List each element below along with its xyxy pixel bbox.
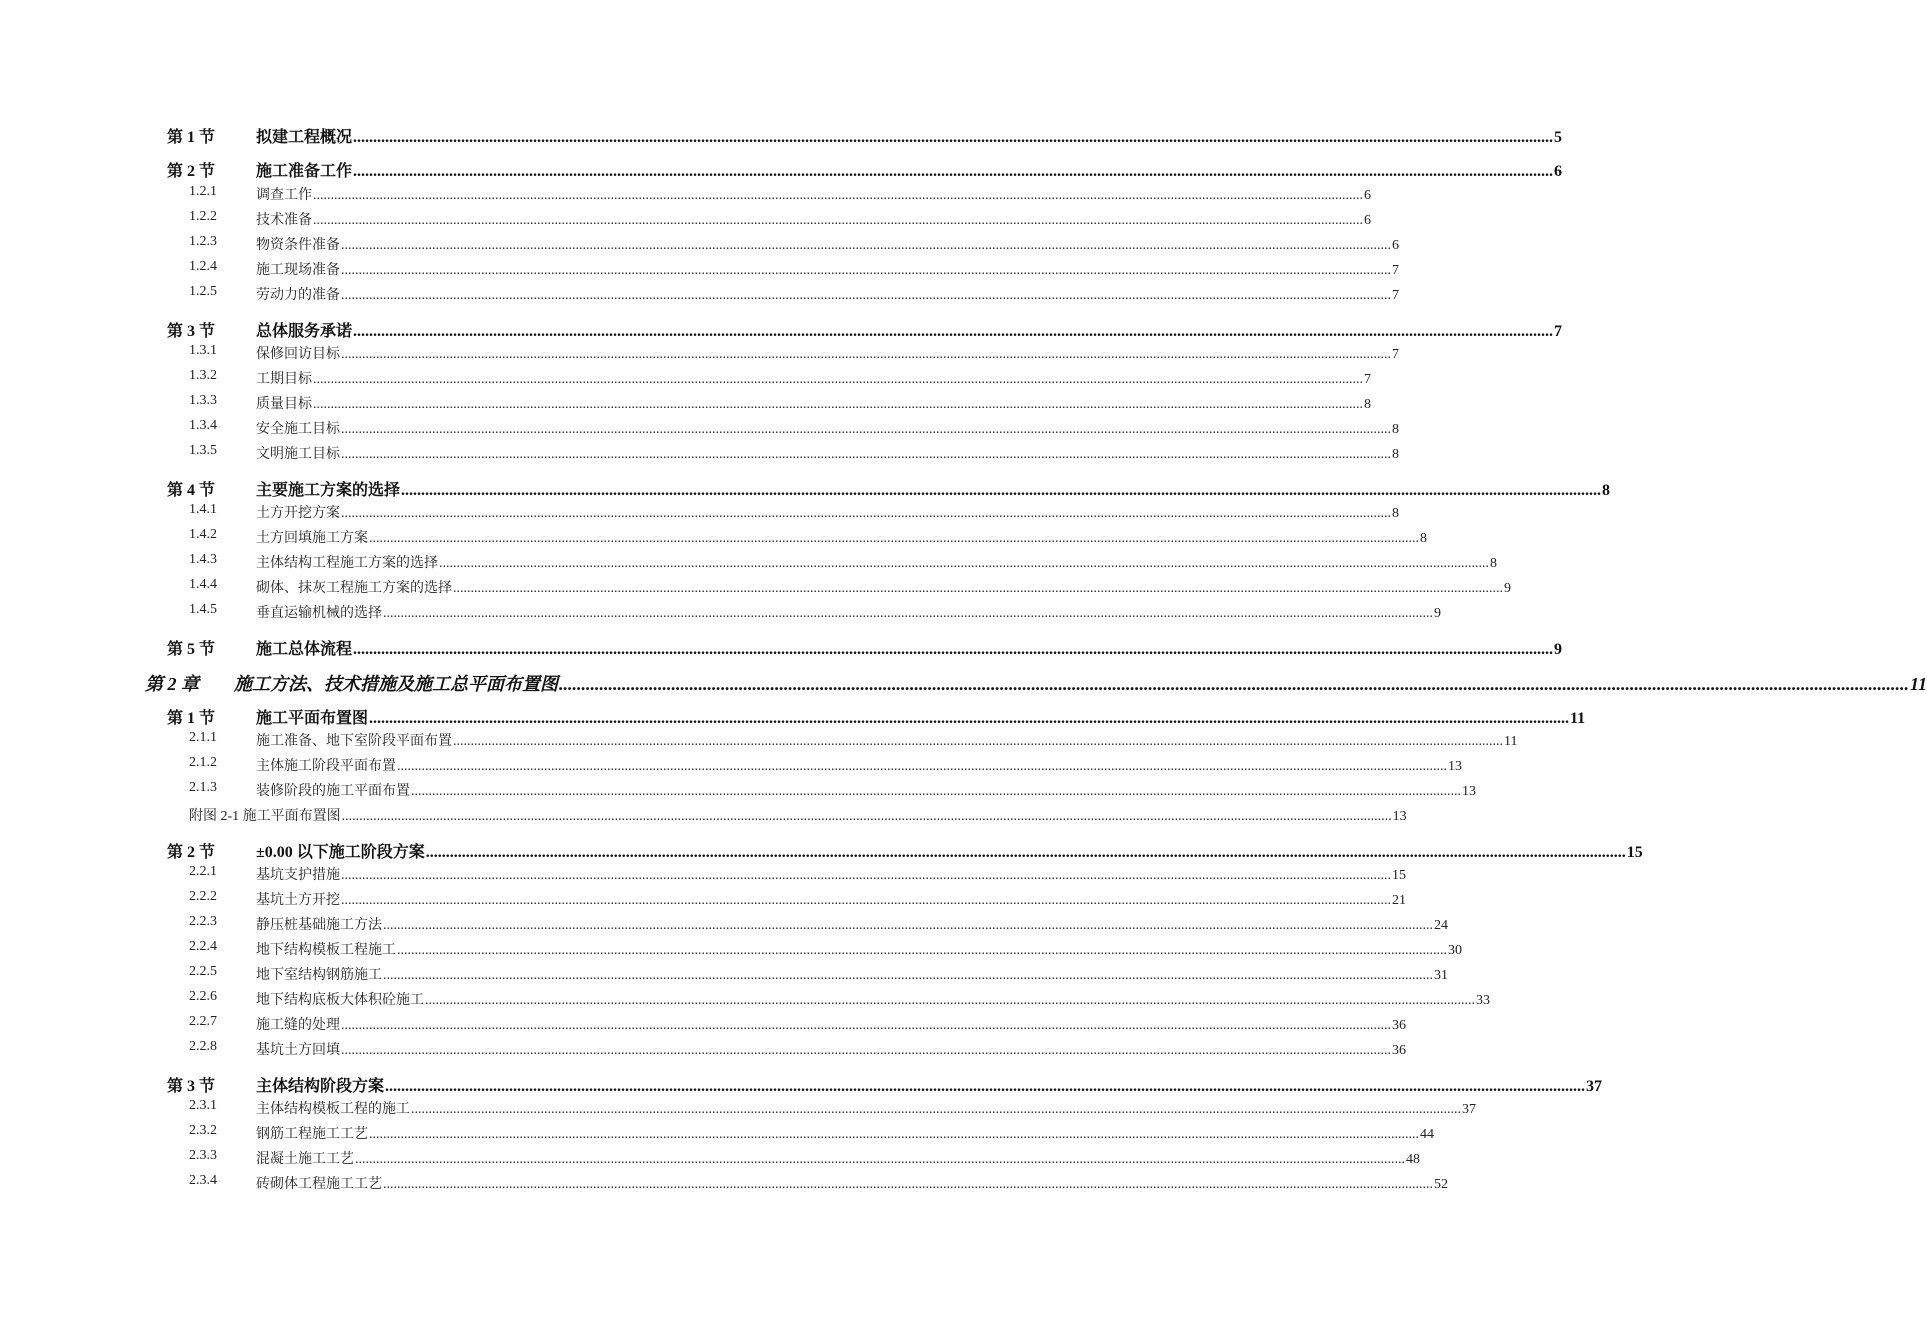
toc-entry-number: 第 2 节 [167,844,216,861]
toc-entry-page: 6 [1364,213,1371,228]
toc-entry-page: 8 [1392,506,1399,521]
toc-entry[interactable] [0,839,1643,863]
toc-entry[interactable] [0,964,1448,988]
dot-leader: ............................................................................................................................................................................................................................................................................................................ [341,868,1391,883]
toc-entry-page: 8 [1364,397,1371,412]
toc-entry-page: 36 [1392,1018,1406,1033]
toc-entry-title: 地下结构底板大体积砼施工 [256,993,424,1008]
dot-leader: ............................................................................................................................................................................................................................................................................................................ [341,1043,1391,1058]
toc-entry-number: 1.2.1 [189,184,217,199]
toc-entry[interactable] [0,864,1406,888]
dot-leader: ............................................................................................................................................................................................................................................................................................................ [383,1177,1433,1192]
dot-leader: ............................................................................................................................................................................................................................................................................................................ [439,556,1489,571]
toc-entry-title: 基坑土方开挖 [256,893,340,908]
toc-entry[interactable] [0,318,1563,342]
toc-entry-number: 第 3 节 [167,1078,216,1095]
toc-entry-title: 混凝土施工工艺 [256,1152,354,1167]
toc-entry-title: 保修回访目标 [256,347,340,362]
toc-entry-title: 静压桩基础施工方法 [256,918,382,933]
toc-entry[interactable] [0,1039,1406,1063]
toc-entry-page: 33 [1476,993,1490,1008]
toc-entry[interactable] [0,124,1563,148]
toc-entry-page: 52 [1434,1177,1448,1192]
toc-entry[interactable] [0,805,1407,829]
toc-entry-title: 技术准备 [256,213,312,228]
toc-entry-number: 2.3.2 [189,1123,217,1138]
toc-entry-title: 施工方法、技术措施及施工总平面布置图 [234,674,558,694]
toc-entry[interactable] [0,1073,1603,1097]
toc-entry-number: 1.3.5 [189,443,217,458]
toc-entry[interactable] [0,889,1406,913]
toc-entry-number: 2.3.1 [189,1098,217,1113]
toc-entry-number: 2.3.4 [189,1173,217,1188]
dot-leader: ............................................................................................................................................................................................................................................................................................................ [313,372,1363,387]
toc-entry-number: 1.4.4 [189,577,217,592]
toc-entry-title: 施工准备工作 [256,163,353,180]
toc-entry-page: 15 [1626,844,1643,861]
toc-entry-number: 2.1.1 [189,730,217,745]
toc-entry-page: 13 [1392,809,1407,824]
toc-entry-number: 第 1 节 [167,710,216,727]
toc-entry-number: 2.1.3 [189,780,217,795]
toc-entry-page: 5 [1554,129,1563,146]
dot-leader: ............................................................................................................................................................................................................................................................................................................ [355,1152,1405,1167]
toc-entry-title: 主体结构阶段方案 [256,1078,385,1095]
toc-entry-page: 11 [1504,734,1518,749]
toc-entry-number: 1.4.1 [189,502,217,517]
toc-entry-page: 24 [1434,918,1448,933]
toc-entry-number: 1.2.5 [189,284,217,299]
toc-entry[interactable] [0,284,1399,308]
toc-entry-page: 11 [1910,674,1927,694]
toc-entry-page: 8 [1392,447,1399,462]
toc-entry[interactable] [0,443,1399,467]
toc-entry-title: 装修阶段的施工平面布置 [256,784,410,799]
toc-entry-number: 1.4.2 [189,527,217,542]
toc-entry[interactable] [0,939,1462,963]
dot-leader: ............................................................................................................................................................................................................................................................................................................ [397,759,1447,774]
toc-entry-page: 7 [1392,263,1399,278]
toc-entry-title: 主体结构模板工程的施工 [256,1102,410,1117]
toc-entry-number: 1.3.4 [189,418,217,433]
toc-entry-page: 6 [1392,238,1399,253]
toc-entry[interactable] [0,1123,1434,1147]
toc-entry-page: 44 [1420,1127,1434,1142]
toc-entry-page: 15 [1392,868,1406,883]
toc-entry[interactable] [0,1014,1406,1038]
toc-entry-title: 施工准备、地下室阶段平面布置 [256,734,452,749]
toc-entry-number: 第 2 节 [167,163,216,180]
toc-entry[interactable] [0,502,1399,526]
toc-entry-page: 21 [1392,893,1406,908]
toc-entry[interactable] [0,1173,1448,1197]
toc-entry-title: 施工总体流程 [256,641,353,658]
dot-leader: ............................................................................................................................................................................................................................................................................................................ [353,163,1554,180]
toc-entry-page: 13 [1462,784,1476,799]
toc-entry-title: 拟建工程概况 [256,129,353,146]
toc-entry-title: 施工缝的处理 [256,1018,340,1033]
dot-leader: ............................................................................................................................................................................................................................................................................................................ [341,506,1391,521]
dot-leader: ............................................................................................................................................................................................................................................................................................................ [453,734,1503,749]
toc-entry-title: 主要施工方案的选择 [256,482,401,499]
toc-entry-page: 7 [1392,288,1399,303]
dot-leader: ............................................................................................................................................................................................................................................................................................................ [425,993,1475,1008]
toc-entry-page: 8 [1490,556,1497,571]
toc-entry-number: 1.2.4 [189,259,217,274]
dot-leader: ............................................................................................................................................................................................................................................................................................................ [353,641,1554,658]
toc-entry-page: 48 [1406,1152,1420,1167]
toc-entry-page: 13 [1448,759,1462,774]
toc-entry[interactable] [0,670,1927,694]
toc-entry[interactable] [0,636,1563,660]
toc-entry-title: 安全施工目标 [256,422,340,437]
toc-entry-page: 37 [1462,1102,1476,1117]
dot-leader: ............................................................................................................................................................................................................................................................................................................ [341,809,1392,824]
toc-entry[interactable] [0,1148,1420,1172]
toc-entry-page: 30 [1448,943,1462,958]
toc-entry-number: 2.2.6 [189,989,217,1004]
toc-entry-title: 基坑支护措施 [256,868,340,883]
toc-entry[interactable] [0,989,1490,1013]
toc-entry-title: 施工现场准备 [256,263,340,278]
toc-entry[interactable] [0,477,1611,501]
dot-leader: ............................................................................................................................................................................................................................................................................................................ [369,1127,1419,1142]
toc-entry[interactable] [0,1098,1476,1122]
toc-entry-number: 1.3.2 [189,368,217,383]
toc-entry-number: 第 2 章 [145,674,199,694]
toc-entry[interactable] [0,158,1563,182]
toc-entry-page: 9 [1434,606,1441,621]
toc-entry[interactable] [0,730,1518,754]
dot-leader: ............................................................................................................................................................................................................................................................................................................ [341,422,1391,437]
toc-entry-title: 土方开挖方案 [256,506,340,521]
toc-entry[interactable] [0,343,1399,367]
toc-entry[interactable] [0,914,1448,938]
toc-entry-number: 1.4.3 [189,552,217,567]
dot-leader: ............................................................................................................................................................................................................................................................................................................ [411,784,1461,799]
toc-entry[interactable] [0,705,1586,729]
dot-leader: ............................................................................................................................................................................................................................................................................................................ [341,447,1391,462]
toc-entry-title: 土方回填施工方案 [256,531,368,546]
toc-entry[interactable] [0,577,1511,601]
dot-leader: ............................................................................................................................................................................................................................................................................................................ [559,674,1909,694]
toc-entry-number: 2.2.3 [189,914,217,929]
toc-entry-title: 施工平面布置图 [256,710,369,727]
toc-entry-number: 第 3 节 [167,323,216,340]
toc-entry-title: 附图 2-1 施工平面布置图 [189,809,341,824]
toc-entry-number: 2.2.2 [189,889,217,904]
toc-entry[interactable] [0,209,1371,233]
dot-leader: ............................................................................................................................................................................................................................................................................................................ [453,581,1503,596]
dot-leader: ............................................................................................................................................................................................................................................................................................................ [341,263,1391,278]
toc-entry-title: 钢筋工程施工工艺 [256,1127,368,1142]
dot-leader: ............................................................................................................................................................................................................................................................................................................ [313,397,1363,412]
toc-entry[interactable] [0,552,1497,576]
toc-entry[interactable] [0,527,1427,551]
toc-entry-number: 1.3.3 [189,393,217,408]
toc-entry-title: 主体结构工程施工方案的选择 [256,556,438,571]
toc-entry-page: 8 [1392,422,1399,437]
toc-entry-page: 9 [1504,581,1511,596]
toc-entry-title: 质量目标 [256,397,312,412]
toc-entry-page: 9 [1554,641,1563,658]
dot-leader: ............................................................................................................................................................................................................................................................................................................ [341,288,1391,303]
dot-leader: ............................................................................................................................................................................................................................................................................................................ [397,943,1447,958]
toc-entry-page: 11 [1570,710,1586,727]
dot-leader: ............................................................................................................................................................................................................................................................................................................ [383,918,1433,933]
toc-entry-page: 6 [1364,188,1371,203]
dot-leader: ............................................................................................................................................................................................................................................................................................................ [341,1018,1391,1033]
toc-entry-page: 31 [1434,968,1448,983]
dot-leader: ............................................................................................................................................................................................................................................................................................................ [313,188,1363,203]
dot-leader: ............................................................................................................................................................................................................................................................................................................ [385,1078,1586,1095]
toc-entry-number: 1.2.3 [189,234,217,249]
toc-entry-number: 2.2.4 [189,939,217,954]
toc-entry-title: 主体施工阶段平面布置 [256,759,396,774]
toc-entry-number: 2.1.2 [189,755,217,770]
dot-leader: ............................................................................................................................................................................................................................................................................................................ [383,606,1433,621]
toc-entry-number: 2.2.8 [189,1039,217,1054]
dot-leader: ............................................................................................................................................................................................................................................................................................................ [353,129,1554,146]
toc-entry[interactable] [0,368,1371,392]
dot-leader: ............................................................................................................................................................................................................................................................................................................ [369,531,1419,546]
dot-leader: ............................................................................................................................................................................................................................................................................................................ [425,844,1626,861]
toc-entry-title: 砖砌体工程施工工艺 [256,1177,382,1192]
toc-entry-page: 7 [1364,372,1371,387]
dot-leader: ............................................................................................................................................................................................................................................................................................................ [313,213,1363,228]
toc-entry-title: 垂直运输机械的选择 [256,606,382,621]
dot-leader: ............................................................................................................................................................................................................................................................................................................ [341,893,1391,908]
toc-entry-title: 文明施工目标 [256,447,340,462]
toc-entry-title: 工期目标 [256,372,312,387]
toc-entry-title: 基坑土方回填 [256,1043,340,1058]
toc-entry-title: ±0.00 以下施工阶段方案 [256,844,425,861]
dot-leader: ............................................................................................................................................................................................................................................................................................................ [341,238,1391,253]
dot-leader: ............................................................................................................................................................................................................................................................................................................ [411,1102,1461,1117]
toc-entry-number: 2.3.3 [189,1148,217,1163]
toc-entry-title: 地下室结构钢筋施工 [256,968,382,983]
toc-entry-page: 6 [1554,163,1563,180]
toc-entry-page: 7 [1554,323,1563,340]
toc-entry-number: 第 1 节 [167,129,216,146]
dot-leader: ............................................................................................................................................................................................................................................................................................................ [401,482,1602,499]
toc-entry[interactable] [0,393,1371,417]
toc-entry-title: 砌体、抹灰工程施工方案的选择 [256,581,452,596]
toc-entry-title: 物资条件准备 [256,238,340,253]
toc-entry-title: 劳动力的准备 [256,288,340,303]
toc-entry-number: 1.4.5 [189,602,217,617]
toc-entry[interactable] [0,184,1371,208]
toc-entry-title: 调查工作 [256,188,312,203]
toc-entry[interactable] [0,234,1399,258]
toc-entry-page: 7 [1392,347,1399,362]
dot-leader: ............................................................................................................................................................................................................................................................................................................ [369,710,1570,727]
toc-entry-number: 2.2.7 [189,1014,217,1029]
toc-entry-number: 1.2.2 [189,209,217,224]
toc-entry-page: 8 [1602,482,1611,499]
dot-leader: ............................................................................................................................................................................................................................................................................................................ [353,323,1554,340]
toc-entry[interactable] [0,780,1476,804]
toc-entry-page: 37 [1586,1078,1603,1095]
toc-entry-page: 8 [1420,531,1427,546]
toc-entry-number: 2.2.5 [189,964,217,979]
toc-entry[interactable] [0,418,1399,442]
toc-entry-number: 第 4 节 [167,482,216,499]
toc-entry-number: 1.3.1 [189,343,217,358]
dot-leader: ............................................................................................................................................................................................................................................................................................................ [383,968,1433,983]
toc-entry-number: 第 5 节 [167,641,216,658]
dot-leader: ............................................................................................................................................................................................................................................................................................................ [341,347,1391,362]
toc-entry[interactable] [0,259,1399,283]
toc-entry-page: 36 [1392,1043,1406,1058]
toc-entry-number: 2.2.1 [189,864,217,879]
toc-entry[interactable] [0,755,1462,779]
toc-entry-title: 总体服务承诺 [256,323,353,340]
toc-entry-title: 地下结构模板工程施工 [256,943,396,958]
toc-entry[interactable] [0,602,1441,626]
